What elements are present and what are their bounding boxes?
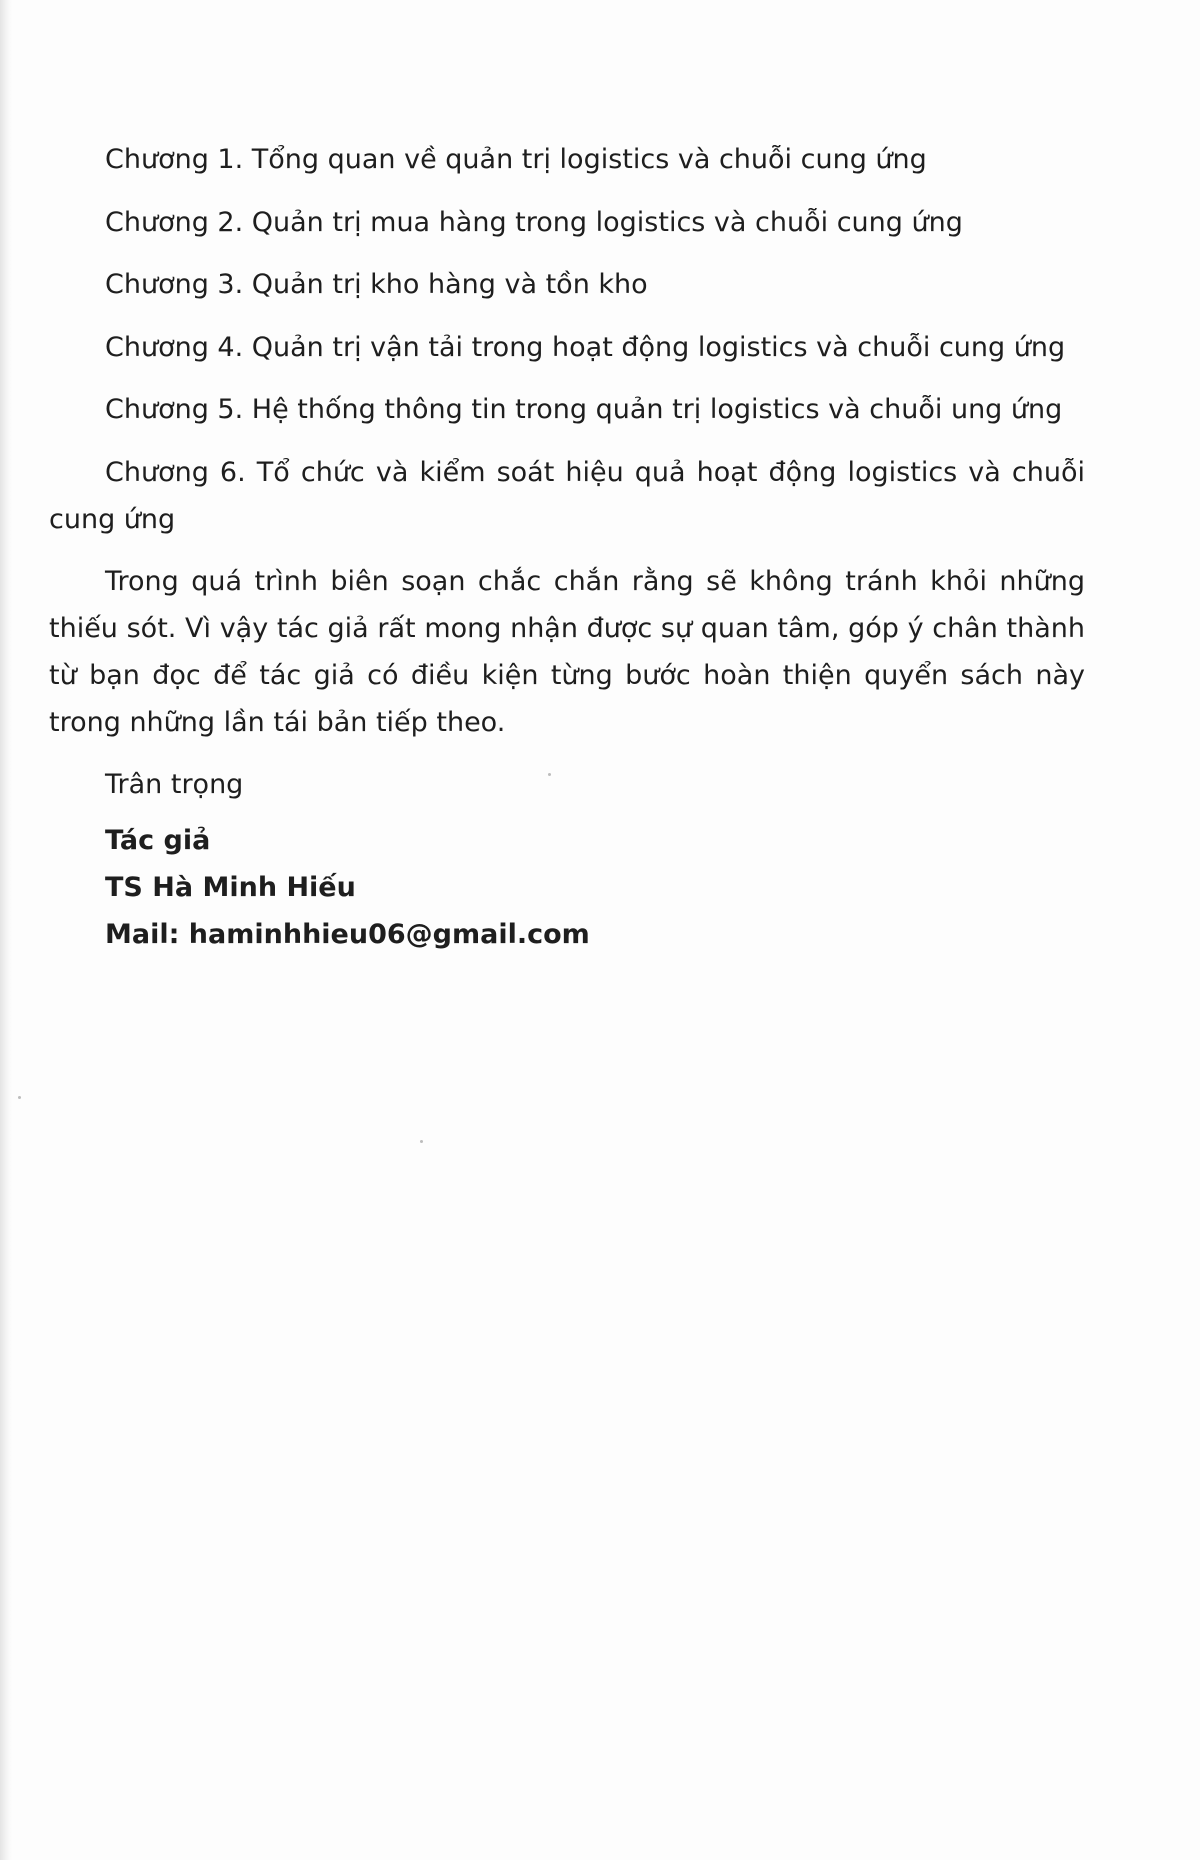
chapter-4: Chương 4. Quản trị vận tải trong hoạt động logistics và chuỗi cung ứng <box>105 331 1066 363</box>
paper-speck <box>18 1096 21 1099</box>
chapter-1: Chương 1. Tổng quan về quản trị logistics và chuỗi cung ứng <box>105 144 927 175</box>
author-role: Tác giả <box>105 824 211 856</box>
chapter-5: Chương 5. Hệ thống thông tin trong quản trị logistics và chuỗi ung ứng <box>105 394 1063 425</box>
closing-paragraph: Trong quá trình biên soạn chắc chắn rằng sẽ không tránh khỏi những thiếu sót. Vì vậy tác giả rất mong nhận được sự quan tâm, góp ý chân thành từ bạn đọc để tác giả có điều kiện từng bước hoàn thiện quyển sách này trong những lần tái bản tiếp theo. <box>49 565 1085 738</box>
page-content <box>49 136 1085 958</box>
greeting: Trân trọng <box>105 768 244 800</box>
paper-speck <box>548 773 551 776</box>
author-name: TS Hà Minh Hiếu <box>105 871 356 903</box>
author-mail: Mail: haminhhieu06@gmail.com <box>105 918 590 950</box>
chapter-3: Chương 3. Quản trị kho hàng và tồn kho <box>105 269 648 300</box>
page-edge-shadow <box>0 0 12 1860</box>
chapter-6: Chương 6. Tổ chức và kiểm soát hiệu quả hoạt động logistics và chuỗi cung ứng <box>49 456 1085 535</box>
paper-speck <box>420 1140 423 1143</box>
chapter-2: Chương 2. Quản trị mua hàng trong logistics và chuỗi cung ứng <box>105 206 963 238</box>
signature-block <box>49 761 1085 958</box>
